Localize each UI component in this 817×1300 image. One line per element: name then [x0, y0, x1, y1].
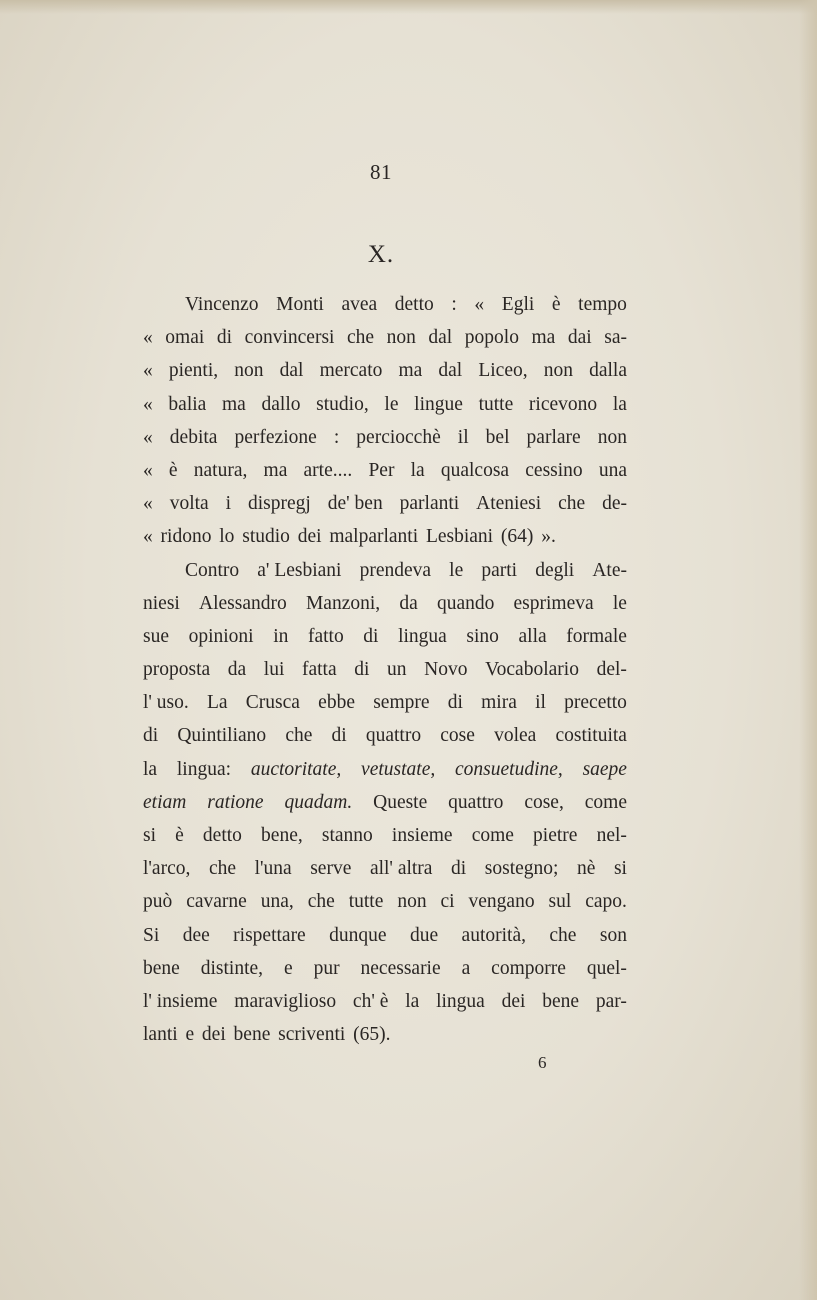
text-line — [143, 952, 627, 985]
word: « — [474, 294, 485, 315]
word: quel- — [586, 957, 627, 979]
text-line — [143, 321, 627, 354]
text-line — [143, 1018, 627, 1051]
word: parlanti — [399, 493, 460, 515]
chapter-heading: X. — [367, 241, 395, 268]
word: e — [185, 1024, 195, 1046]
text-line — [143, 388, 627, 421]
word: insieme — [391, 825, 453, 846]
word: dal — [279, 360, 304, 382]
word: non — [397, 891, 427, 913]
word: come — [471, 825, 514, 846]
word: l'una — [254, 858, 292, 880]
word: par- — [595, 990, 627, 1012]
word: etiam — [143, 791, 187, 813]
text-line — [143, 554, 627, 587]
word: all' altra — [369, 858, 433, 880]
word: ch' è — [352, 990, 389, 1012]
page-number: 81 — [370, 160, 392, 184]
word: bene — [233, 1024, 271, 1046]
word: due — [409, 924, 439, 946]
word: pienti, — [168, 360, 219, 382]
word: un — [387, 659, 407, 681]
word: tempo — [578, 294, 627, 315]
word: mercato — [319, 360, 383, 382]
word: maraviglioso — [234, 990, 337, 1012]
word: Liceo, — [478, 360, 528, 382]
word: l'arco, — [143, 858, 191, 880]
word: ». — [541, 526, 556, 548]
signature-mark: 6 — [538, 1053, 547, 1072]
word: ma — [263, 459, 288, 481]
word: « — [143, 526, 153, 548]
word: bel — [485, 426, 510, 448]
word: omai — [165, 327, 205, 349]
word: pur — [313, 957, 340, 979]
word: come — [584, 791, 627, 813]
word: cose — [440, 725, 475, 747]
word: opinioni — [188, 625, 254, 647]
text-line — [143, 786, 627, 819]
word: può — [143, 891, 173, 913]
word: è — [175, 825, 184, 846]
word: quadam. — [284, 791, 353, 813]
word: son — [599, 924, 627, 946]
word: mira — [481, 692, 517, 714]
word: dee — [182, 924, 210, 946]
word: vetustate, — [361, 758, 436, 780]
word: capo. — [585, 891, 627, 913]
word: proposta — [143, 659, 211, 681]
word: lingua — [398, 625, 447, 647]
word: Lesbiani — [425, 526, 494, 548]
word: di — [363, 625, 379, 647]
word: comporre — [491, 957, 566, 979]
word: una — [598, 459, 627, 481]
word: Novo — [424, 659, 468, 681]
text-line — [143, 719, 627, 752]
word: Ate- — [592, 559, 627, 581]
word: è — [168, 459, 178, 481]
text-line — [143, 753, 627, 786]
word: stanno — [321, 825, 373, 846]
word: dei — [297, 526, 322, 548]
text-line — [143, 487, 627, 520]
word: lui — [263, 659, 285, 681]
word: perfezione — [234, 426, 317, 448]
word: non — [386, 327, 416, 349]
word: a' Lesbiani — [257, 559, 342, 581]
word: Si — [143, 924, 160, 946]
word: distinte, — [200, 957, 264, 979]
word: la — [405, 990, 420, 1012]
text-line — [143, 520, 627, 553]
word: di — [447, 692, 463, 714]
word: di — [354, 659, 370, 681]
word: ma — [398, 360, 423, 382]
word: tutte — [348, 891, 384, 913]
page-edge-shadow-top — [0, 0, 817, 14]
word: le — [612, 592, 627, 614]
word: dallo — [261, 393, 301, 415]
word: consuetudine, — [455, 758, 563, 780]
word: scriventi — [278, 1024, 346, 1046]
word: è — [551, 294, 561, 315]
word: « — [143, 493, 153, 515]
word: di — [143, 725, 159, 747]
word: bene — [143, 957, 180, 979]
word: dispregj — [247, 493, 311, 515]
word: non — [234, 360, 264, 382]
word: La — [207, 692, 228, 714]
word: lingue — [414, 393, 463, 415]
word: che — [208, 858, 236, 880]
word: balia — [168, 393, 207, 415]
word: le — [449, 559, 464, 581]
word: (64) — [500, 526, 534, 548]
text-line — [143, 354, 627, 387]
text-line — [143, 454, 627, 487]
body-text — [143, 288, 627, 1051]
word: si — [143, 825, 157, 846]
word: si — [613, 858, 627, 880]
word: quando — [436, 592, 495, 614]
text-line — [143, 288, 627, 321]
word: Alessandro — [199, 592, 287, 614]
word: a — [461, 957, 471, 979]
word: che — [558, 493, 586, 515]
word: convincersi — [244, 327, 335, 349]
word: che — [285, 725, 313, 747]
word: dal — [438, 360, 463, 382]
word: debita — [169, 426, 218, 448]
word: lanti — [143, 1024, 178, 1046]
word: auctoritate, — [250, 758, 342, 780]
word: saepe — [582, 758, 627, 780]
word: quattro — [448, 791, 504, 813]
word: Egli — [501, 294, 535, 315]
word: Queste — [373, 791, 428, 813]
word: degli — [535, 559, 575, 581]
word: dai — [567, 327, 592, 349]
word: Vincenzo — [185, 294, 259, 315]
word: di — [331, 725, 347, 747]
word: di — [451, 858, 467, 880]
word: una, — [260, 891, 294, 913]
word: bene, — [261, 825, 303, 846]
word: i — [225, 493, 232, 515]
word: il — [535, 692, 546, 714]
word: tutte — [478, 393, 514, 415]
word: nel- — [596, 825, 627, 846]
text-line — [143, 852, 627, 885]
word: Quintiliano — [177, 725, 267, 747]
word: non — [597, 426, 627, 448]
word: avea — [341, 294, 378, 315]
word: dalla — [589, 360, 627, 382]
word: cessino — [525, 459, 583, 481]
word: niesi — [143, 592, 180, 614]
word: e — [283, 957, 293, 979]
word: arte.... — [303, 459, 353, 481]
word: « — [143, 327, 153, 349]
word: sul — [548, 891, 572, 913]
word: parti — [481, 559, 518, 581]
word: sa- — [604, 327, 627, 349]
word: popolo — [464, 327, 519, 349]
text-line — [143, 819, 627, 852]
word: bene — [542, 990, 580, 1012]
word: che — [549, 924, 577, 946]
word: natura, — [193, 459, 248, 481]
word: la — [143, 758, 158, 780]
word: sempre — [373, 692, 430, 714]
word: de- — [602, 493, 627, 515]
word: Monti — [276, 294, 324, 315]
word: : — [451, 294, 457, 315]
word: detto — [394, 294, 434, 315]
word: qualcosa — [440, 459, 510, 481]
word: de' ben — [327, 493, 383, 515]
word: « — [143, 459, 153, 481]
word: lingua: — [176, 758, 232, 780]
word: da — [399, 592, 418, 614]
word: dei — [501, 990, 526, 1012]
word: detto — [202, 825, 242, 846]
word: perciocchè — [356, 426, 441, 448]
word: Manzoni, — [305, 592, 381, 614]
word: le — [384, 393, 399, 415]
word: dei — [201, 1024, 226, 1046]
word: del- — [596, 659, 627, 681]
word: in — [273, 625, 289, 647]
word: pietre — [533, 825, 578, 846]
text-line — [143, 620, 627, 653]
word: la — [612, 393, 627, 415]
word: « — [143, 393, 153, 415]
word: malparlanti — [329, 526, 419, 548]
word: Crusca — [245, 692, 300, 714]
word: (65). — [353, 1024, 391, 1046]
word: vengano — [468, 891, 535, 913]
word: sue — [143, 625, 169, 647]
word: che — [307, 891, 335, 913]
word: autorità, — [461, 924, 526, 946]
word: volea — [494, 725, 537, 747]
text-line — [143, 885, 627, 918]
word: Per — [368, 459, 395, 481]
word: dal — [428, 327, 453, 349]
word: lo — [219, 526, 235, 548]
text-line — [143, 653, 627, 686]
word: rispettare — [233, 924, 306, 946]
word: che — [347, 327, 375, 349]
word: la — [410, 459, 425, 481]
word: cose, — [524, 791, 564, 813]
word: « — [143, 426, 153, 448]
word: esprimeva — [513, 592, 594, 614]
word: dunque — [329, 924, 387, 946]
word: l' insieme — [143, 990, 218, 1012]
word: fatta — [301, 659, 337, 681]
word: : — [333, 426, 340, 448]
word: lingua — [436, 990, 485, 1012]
word: quattro — [365, 725, 422, 747]
word: l' uso. — [143, 692, 189, 714]
word: Ateniesi — [476, 493, 542, 515]
word: ebbe — [318, 692, 355, 714]
text-line — [143, 919, 627, 952]
word: ma — [222, 393, 246, 415]
word: serve — [310, 858, 352, 880]
word: « — [143, 360, 153, 382]
word: ma — [531, 327, 556, 349]
word: necessarie — [360, 957, 441, 979]
word: prendeva — [359, 559, 432, 581]
word: non — [543, 360, 573, 382]
word: da — [227, 659, 247, 681]
word: ridono — [160, 526, 212, 548]
text-line — [143, 587, 627, 620]
word: sostegno; — [484, 858, 559, 880]
word: di — [216, 327, 233, 349]
word: sino — [466, 625, 499, 647]
word: formale — [566, 625, 627, 647]
word: ratione — [207, 791, 264, 813]
text-line — [143, 421, 627, 454]
word: alla — [518, 625, 547, 647]
word: ricevono — [528, 393, 598, 415]
word: ci — [440, 891, 455, 913]
word: volta — [169, 493, 209, 515]
word: costituita — [555, 725, 627, 747]
word: il — [457, 426, 469, 448]
word: Contro — [185, 559, 240, 581]
word: fatto — [307, 625, 344, 647]
text-line — [143, 686, 627, 719]
word: studio — [242, 526, 290, 548]
word: nè — [577, 858, 596, 880]
text-line — [143, 985, 627, 1018]
word: Vocabolario — [485, 659, 579, 681]
word: studio, — [316, 393, 369, 415]
word: precetto — [564, 692, 627, 714]
word: parlare — [526, 426, 581, 448]
page-edge-shadow-right — [799, 0, 817, 1300]
word: cavarne — [186, 891, 247, 913]
